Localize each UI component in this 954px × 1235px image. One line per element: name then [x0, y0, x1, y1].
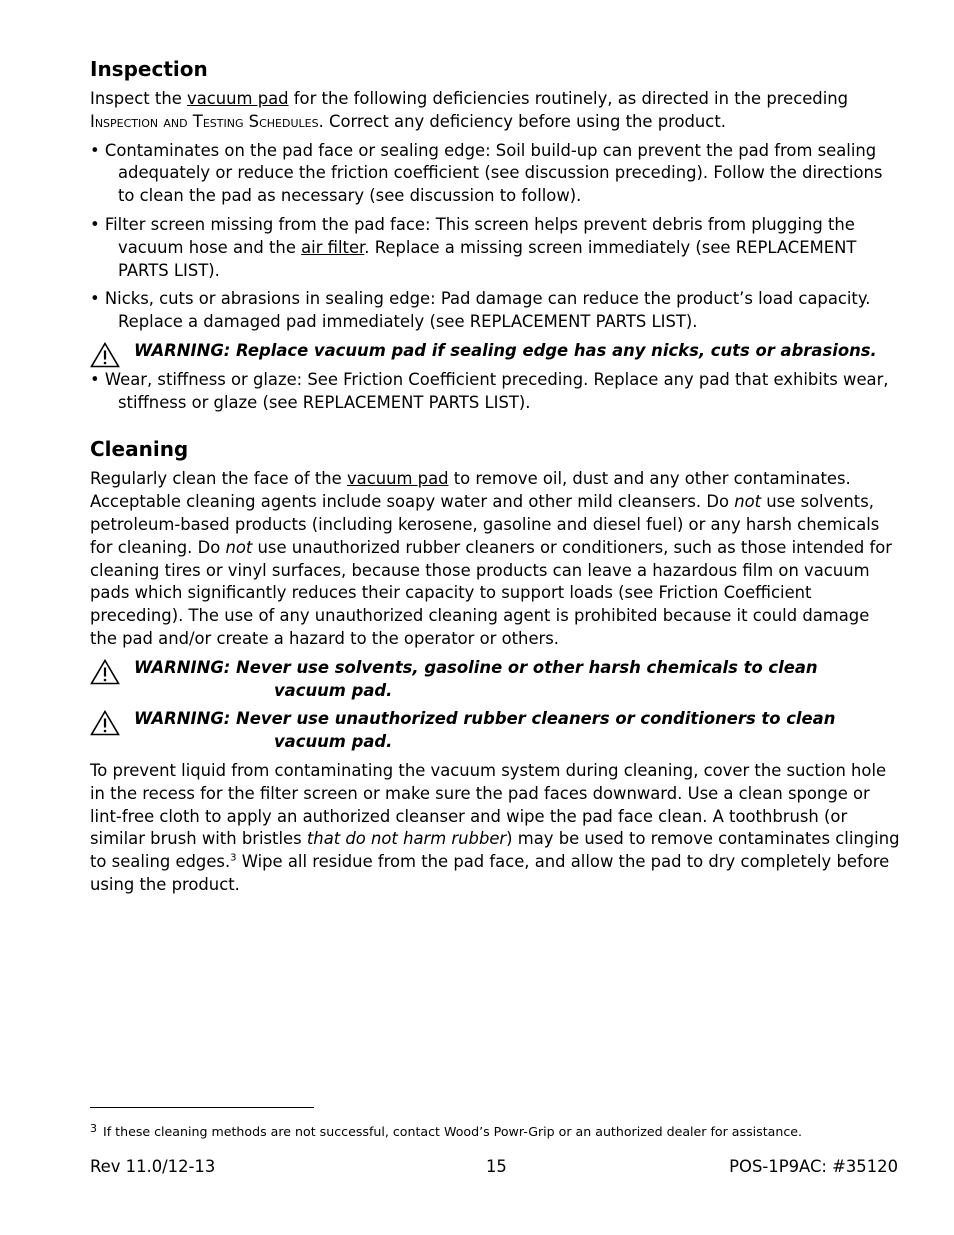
warning-text-continued: vacuum pad.: [274, 732, 393, 752]
inspection-bullet-contaminates: • Contaminates on the pad face or sealing edge: Soil build-up can prevent the pad from sealing adequately or reduce the friction coefficient (see discussion preceding). Follow the directions to clean the pad as necessary (see discussion to follow).: [90, 140, 883, 206]
revision-label: Rev 11.0/12-13: [90, 1157, 216, 1176]
cleaning-paragraph-2: To prevent liquid from contaminating the vacuum system during cleaning, cover the suction hole in the recess for the filter screen or make sure the pad faces downward. Use a clean sponge or lint-free cloth to apply an authorized cleanser and wipe the pad face clean. A toothbrush (or similar brush with bristles that do not harm rubber) may be used to remove contaminates clinging to sealing edges.$^3$ Wipe all residue from the pad face, and allow the pad to dry completely before using the product.: [90, 760, 900, 894]
page-number: 15: [486, 1157, 507, 1176]
warning-text: WARNING: Never use solvents, gasoline or other harsh chemicals to clean: [134, 657, 818, 677]
document-id: POS-1P9AC: #35120: [729, 1157, 898, 1176]
warning-triangle-icon: [90, 710, 120, 736]
warning-nicks: [90, 340, 900, 363]
warning-text-continued: vacuum pad.: [274, 680, 393, 700]
page-content: [90, 56, 900, 903]
warning-solvents: [90, 657, 900, 703]
vacuum-pad-link[interactable]: vacuum pad: [346, 469, 449, 489]
warning-triangle-icon: [90, 659, 120, 685]
footnote-text: If these cleaning methods are not successful, contact Wood’s Powr-Grip or an authorized dealer for assistance.: [103, 1124, 803, 1139]
cleaning-heading: Cleaning: [90, 437, 189, 462]
inspection-intro: Inspect the vacuum pad for the following deficiencies routinely, as directed in the preceding Inspection and Testing Schedules. Correct any deficiency before using the product.: [90, 89, 849, 131]
schedules-reference: Inspection and Testing Schedules: [90, 111, 319, 131]
vacuum-pad-link[interactable]: vacuum pad: [187, 89, 289, 108]
inspection-bullet-filter-screen: • Filter screen missing from the pad face: This screen helps prevent debris from plugging the vacuum hose and the air filter. Replace a missing screen immediately (see REPLACEMENT PARTS LIST).: [90, 214, 857, 280]
warning-triangle-icon: [90, 342, 120, 368]
inspection-section: [90, 56, 900, 414]
cleaning-section: [90, 436, 900, 896]
cleaning-paragraph-1: Regularly clean the face of the vacuum pad to remove oil, dust and any other contaminates. Acceptable cleaning agents include soapy water and other mild cleansers. Do not use solvents, petroleum-based products (including kerosene, gasoline and diesel fuel) or any harsh chemicals for cleaning. Do not use unauthorized rubber cleaners or conditioners, such as those intended for cleaning tires or vinyl surfaces, because those products can leave a hazardous film on vacuum pads which significantly reduces their capacity to support loads (see Friction Coefficient preceding). The use of any unauthorized cleaning agent is prohibited because it could damage the pad and/or create a hazard to the operator or others.: [90, 469, 893, 648]
footnote-number: 3: [90, 1122, 97, 1135]
warning-rubber-cleaners: [90, 708, 900, 754]
footnote: [90, 1124, 802, 1140]
warning-text: WARNING: Never use unauthorized rubber cleaners or conditioners to clean: [134, 709, 836, 729]
inspection-bullet-wear: • Wear, stiffness or glaze: See Friction Coefficient preceding. Replace any pad that exhibits wear, stiffness or glaze (see REPLACEMENT PARTS LIST).: [90, 369, 889, 412]
footnote-reference[interactable]: 3: [230, 852, 237, 864]
air-filter-link[interactable]: air filter: [301, 237, 365, 257]
inspection-heading: Inspection: [90, 57, 208, 81]
warning-text: WARNING: Replace vacuum pad if sealing edge has any nicks, cuts or abrasions.: [134, 340, 877, 360]
footnote-divider: [90, 1107, 314, 1108]
inspection-bullet-nicks: • Nicks, cuts or abrasions in sealing edge: Pad damage can reduce the product’s load capacity. Replace a damaged pad immediately (see REPLACEMENT PARTS LIST).: [90, 289, 871, 332]
